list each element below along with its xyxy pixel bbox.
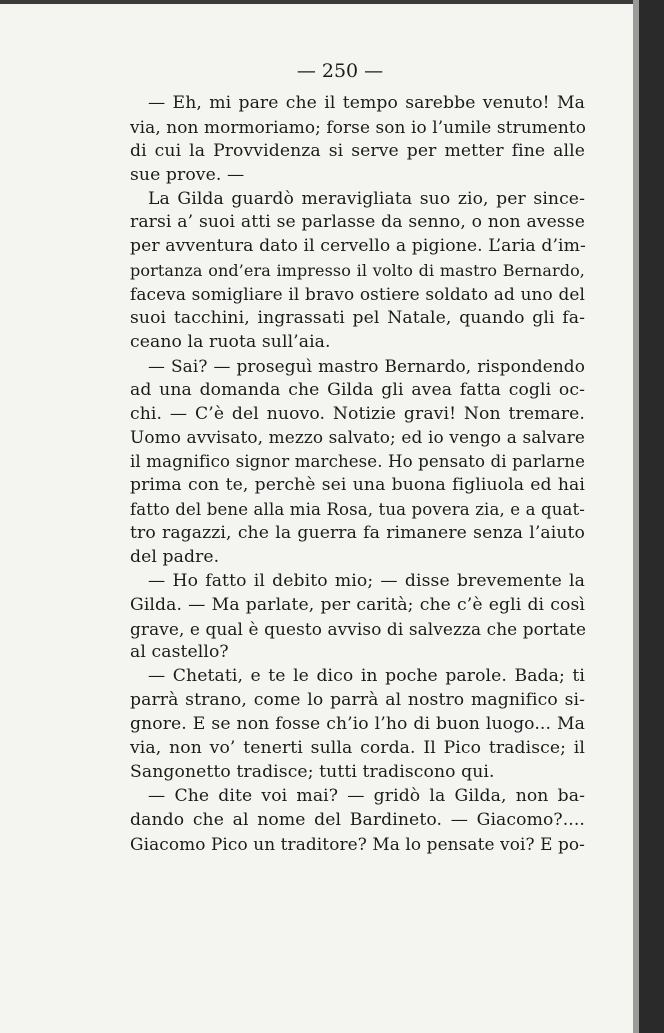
text-line: prima con te, perchè sei una buona figliuola ed hai [130, 475, 585, 496]
text-line: — Sai? — proseguì mastro Bernardo, rispondendo [148, 355, 585, 376]
text-line: — Eh, mi pare che il tempo sarebbe venuto! Ma [148, 93, 585, 113]
text-line: il magnifico signor marchese. Ho pensato di parlarne [130, 452, 585, 472]
text-line: grave, e qual è questo avviso di salvezza che portate [130, 618, 587, 639]
text-line: portanza ond’era impresso il volto di mastro Bernardo, [130, 261, 585, 281]
text-line: Giacomo Pico un traditore? Ma lo pensate voi? E po- [130, 833, 585, 854]
text-line: Sangonetto tradisce; tutti tradiscono qui. [130, 761, 495, 782]
text-line: ceano la ruota sull’aia. [130, 331, 331, 352]
text-line: — Chetati, e te le dico in poche parole. Bada; ti [148, 666, 585, 687]
text-line: fatto del bene alla mia Rosa, tua povera zia, e a quat- [130, 500, 585, 520]
text-line: chi. — C’è del nuovo. Notizie gravi! Non tremare. [130, 403, 585, 424]
text-line: — Ho fatto il debito mio; — disse brevemente la [148, 570, 585, 591]
text-line: per avventura dato il cervello a pigione. L’aria d’im- [130, 236, 586, 257]
text-line: del padre. [130, 546, 220, 567]
text-line: via, non vo’ tenerti sulla corda. Il Pico tradisce; il [130, 738, 585, 759]
text-line: Gilda. — Ma parlate, per carità; che c’è egli di così [130, 594, 585, 615]
text-line: di cui la Provvidenza si serve per metter fine alle [130, 140, 585, 161]
text-line: parrà strano, come lo parrà al nostro magnifico si- [130, 690, 585, 711]
text-line: ad una domanda che Gilda gli avea fatta cogli oc- [130, 379, 585, 400]
page-number: — 250 — [296, 60, 384, 82]
text-line: — Che dite voi mai? — gridò la Gilda, non ba- [148, 785, 585, 806]
text-line: rarsi a’ suoi atti se parlasse da senno, o non avesse [130, 212, 585, 233]
text-line: Uomo avvisato, mezzo salvato; ed io vengo a salvare [130, 427, 585, 448]
body-text [130, 92, 585, 857]
text-line: suoi tacchini, ingrassati pel Natale, quando gli fa- [130, 308, 585, 329]
scan-right-edge [633, 0, 664, 1033]
text-line: al castello? [130, 642, 229, 663]
text-line: La Gilda guardò meravigliata suo zio, per since- [148, 188, 585, 209]
text-line: sue prove. — [130, 164, 245, 185]
text-line: via, non mormoriamo; forse son io l’umile strumento [130, 116, 587, 137]
text-line: gnore. E se non fosse ch’io l’ho di buon luogo... Ma [130, 714, 585, 735]
text-line: tro ragazzi, che la guerra fa rimanere senza l’aiuto [130, 523, 585, 544]
text-line: faceva somigliare il bravo ostiere soldato ad uno del [130, 284, 585, 305]
text-line: dando che al nome del Bardineto. — Giacomo?.... [130, 809, 585, 830]
